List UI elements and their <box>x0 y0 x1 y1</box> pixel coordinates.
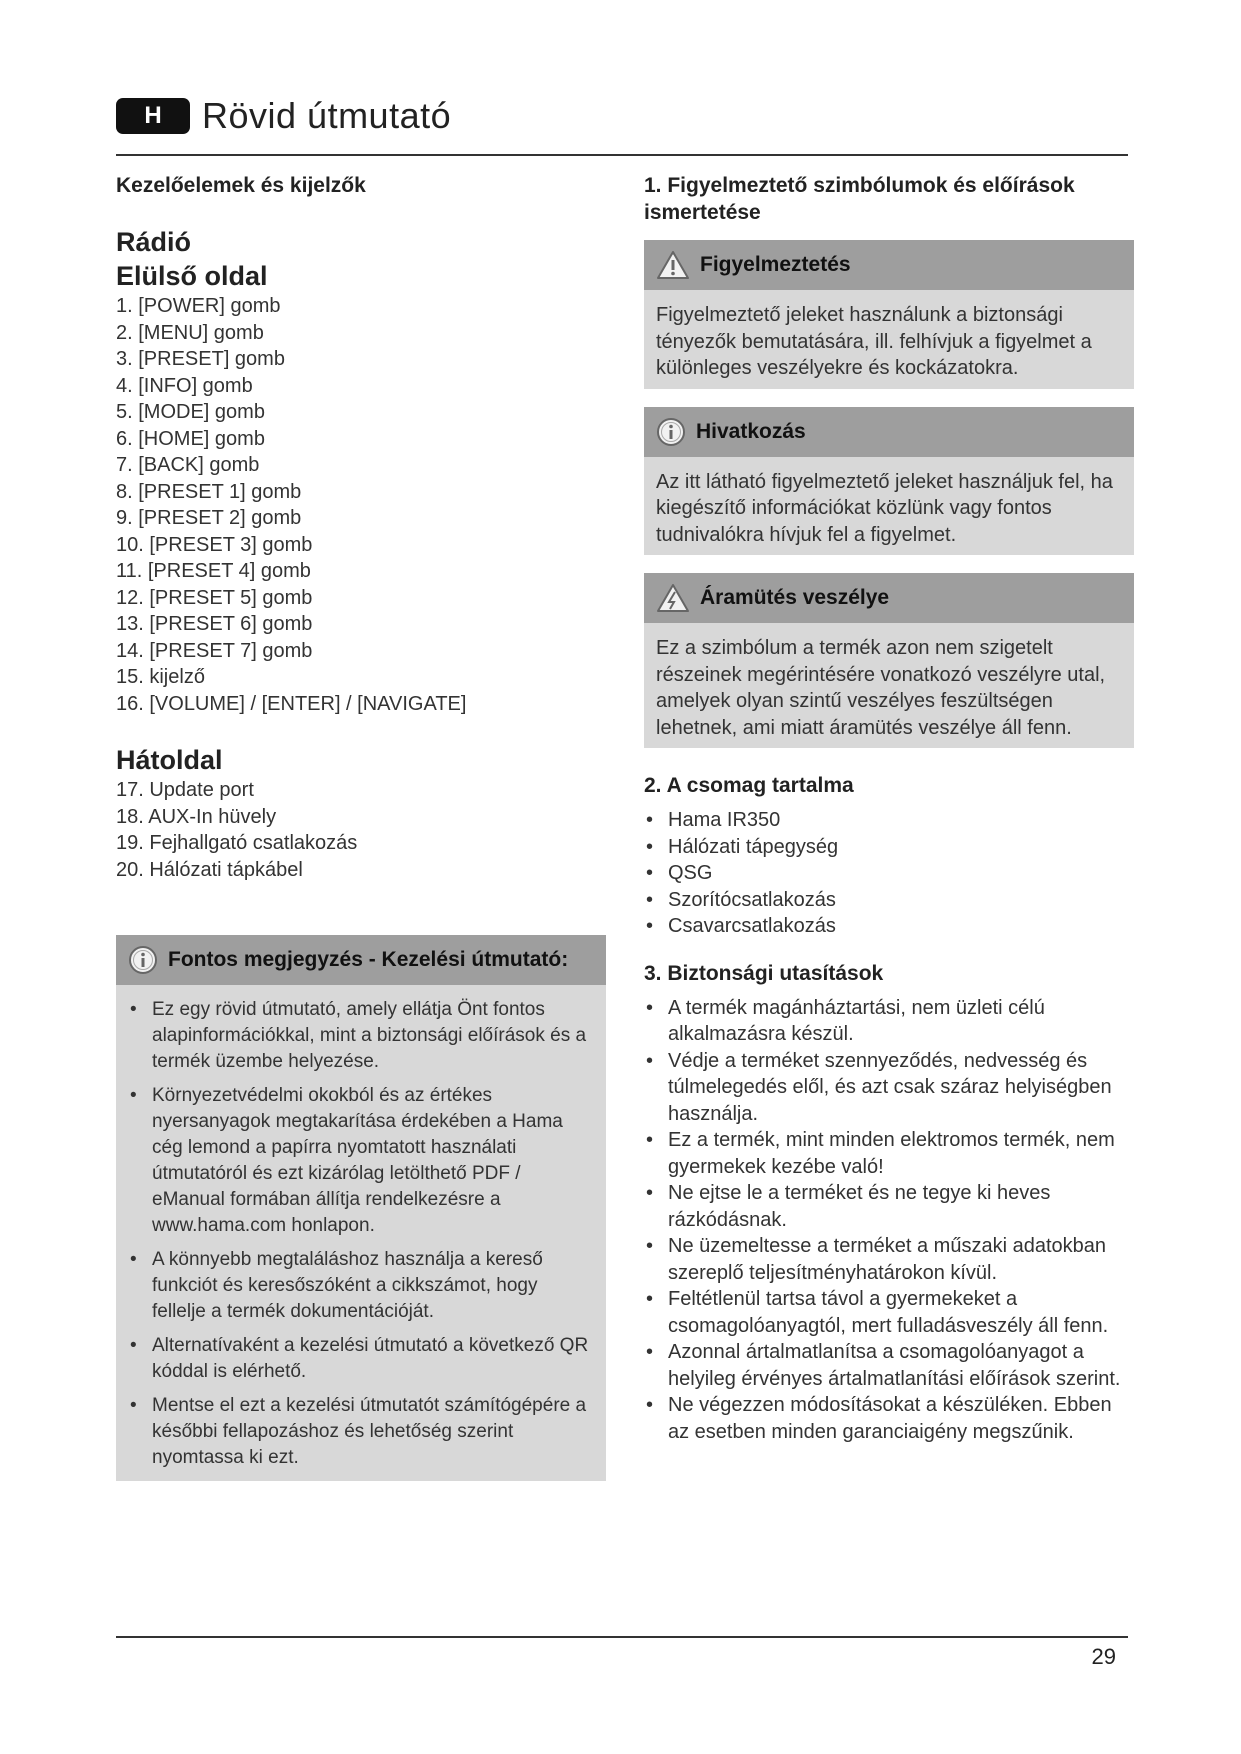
list-item: • Mentse el ezt a kezelési útmutatót számítógépére a későbbi fellapozáshoz és lehetőség szerint nyomtassa ki ezt. <box>128 1393 594 1471</box>
section1-heading: 1. Figyelmeztető szimbólumok és előírások ismertetése <box>644 174 1075 224</box>
list-item: • Feltétlenül tartsa távol a gyermekeket a csomagolóanyagtól, mert fulladásveszély áll fenn. <box>644 1286 1134 1339</box>
list-item: • Ez a termék, mint minden elektromos termék, nem gyermekek kezébe való! <box>644 1127 1134 1180</box>
list-item: 12. [PRESET 5] gomb <box>116 586 313 609</box>
list-item: 17. Update port <box>116 779 254 801</box>
list-item: 6. [HOME] gomb <box>116 427 265 450</box>
front-heading: Elülső oldal <box>116 261 268 291</box>
list-item: • Ez egy rövid útmutató, amely ellátja Önt fontos alapinformációkkal, mint a biztonsági előírások és a termék üzembe helyezése. <box>128 997 594 1075</box>
list-item: 19. Fejhallgató csatlakozás <box>116 832 358 854</box>
list-item: 8. [PRESET 1] gomb <box>116 480 302 503</box>
important-notice-body <box>116 991 606 1481</box>
safety-instructions-list <box>644 995 1134 1446</box>
shock-header <box>644 573 1134 623</box>
warning-triangle-icon <box>656 250 690 280</box>
list-item: • A termék magánháztartási, nem üzleti célú alkalmazásra készül. <box>644 995 1134 1048</box>
list-item: 14. [PRESET 7] gomb <box>116 639 313 662</box>
list-item: • Szorítócsatlakozás <box>644 887 1134 914</box>
package-contents-list <box>644 807 1134 940</box>
list-item: 3. [PRESET] gomb <box>116 348 285 370</box>
list-item: 5. [MODE] gomb <box>116 401 265 423</box>
warning-text: Figyelmeztető jeleket használunk a biztonsági tényezők bemutatására, ill. felhívjuk a figyelmet a különleges veszélyekre és kockázatokra. <box>656 304 1092 379</box>
electric-shock-icon <box>656 583 690 613</box>
list-item: • Alternatívaként a kezelési útmutató a következő QR kóddal is elérhető. <box>128 1333 594 1385</box>
list-item: 9. [PRESET 2] gomb <box>116 507 302 529</box>
warning-header <box>644 240 1134 290</box>
note-title: Hivatkozás <box>696 419 806 443</box>
info-icon <box>656 417 686 447</box>
page-number: 29 <box>1091 1644 1116 1669</box>
note-text: Az itt látható figyelmeztető jeleket használjuk fel, ha kiegészítő információkat közlünk vagy fontos tudnivalókra hívjuk fel a figyelmet. <box>656 470 1113 546</box>
list-item: • Ne üzemeltesse a terméket a műszaki adatokban szereplő teljesítményhatárokon kívül. <box>644 1233 1134 1286</box>
list-item: 2. [MENU] gomb <box>116 321 264 344</box>
language-badge: H <box>116 98 190 134</box>
list-item: • Környezetvédelmi okokból és az értékes nyersanyagok megtakarítása érdekében a Hama cég lemond a papírra nyomtatott használati útmutatóról és ezt kizárólag letölthető PDF / eManual formában állítja rendelkezésre a www.hama.com honlapon. <box>128 1083 594 1239</box>
shock-title: Áramütés veszélye <box>700 586 890 609</box>
list-item: • Csavarcsatlakozás <box>644 913 1134 940</box>
important-notice-list <box>128 997 594 1471</box>
list-item: 4. [INFO] gomb <box>116 374 253 397</box>
section3-heading: 3. Biztonsági utasítások <box>644 961 884 985</box>
section2-heading: 2. A csomag tartalma <box>644 774 854 797</box>
list-item: 15. kijelző <box>116 666 205 688</box>
list-item: • Ne végezzen módosításokat a készüléken. Ebben az esetben minden garanciaigény megszűnik. <box>644 1392 1134 1445</box>
page-title: Rövid útmutató <box>202 95 452 136</box>
list-item: • Védje a terméket szennyeződés, nedvesség és túlmelegedés elől, és azt csak száraz helyiségben használja. <box>644 1048 1134 1128</box>
right-column <box>644 172 1134 1445</box>
back-controls-list <box>116 777 606 883</box>
info-icon <box>128 945 158 975</box>
list-item: 13. [PRESET 6] gomb <box>116 613 313 635</box>
warning-title: Figyelmeztetés <box>700 253 851 276</box>
list-item: 1. [POWER] gomb <box>116 295 281 317</box>
important-notice-box <box>116 935 606 1481</box>
note-box <box>644 407 1134 556</box>
front-controls-list <box>116 293 606 717</box>
left-column <box>116 172 606 1481</box>
back-heading: Hátoldal <box>116 745 223 775</box>
list-item: • QSG <box>644 860 1134 887</box>
list-item: • Azonnal ártalmatlanítsa a csomagolóanyagot a helyileg érvényes ártalmatlanítási előírások szerint. <box>644 1339 1134 1392</box>
warning-box <box>644 240 1134 389</box>
header-divider <box>116 154 1128 156</box>
page-header <box>116 95 451 137</box>
note-header <box>644 407 1134 457</box>
shock-text: Ez a szimbólum a termék azon nem szigetelt részeinek megérintésére vonatkozó veszélyre utal, amelyek olyan szintű veszélyes feszültségen lehetnek, ami miatt áramütés veszélye áll fenn. <box>656 637 1106 739</box>
shock-box <box>644 573 1134 748</box>
list-item: 18. AUX-In hüvely <box>116 805 277 828</box>
important-notice-title: Fontos megjegyzés - Kezelési útmutató: <box>168 948 569 971</box>
list-item: 7. [BACK] gomb <box>116 454 260 476</box>
radio-heading: Rádió <box>116 227 192 257</box>
important-notice-header <box>116 935 606 985</box>
list-item: 20. Hálózati tápkábel <box>116 858 303 881</box>
list-item: • Hálózati tápegység <box>644 834 1134 861</box>
list-item: 10. [PRESET 3] gomb <box>116 533 313 556</box>
list-item: • Hama IR350 <box>644 807 1134 834</box>
footer-divider <box>116 1636 1128 1638</box>
list-item: • Ne ejtse le a terméket és ne tegye ki heves rázkódásnak. <box>644 1180 1134 1233</box>
list-item: • A könnyebb megtaláláshoz használja a kereső funkciót és keresőszóként a cikkszámot, hogy fellelje a termék dokumentációját. <box>128 1247 594 1325</box>
list-item: 16. [VOLUME] / [ENTER] / [NAVIGATE] <box>116 692 467 715</box>
controls-heading: Kezelőelemek és kijelzők <box>116 174 366 197</box>
list-item: 11. [PRESET 4] gomb <box>116 560 311 582</box>
